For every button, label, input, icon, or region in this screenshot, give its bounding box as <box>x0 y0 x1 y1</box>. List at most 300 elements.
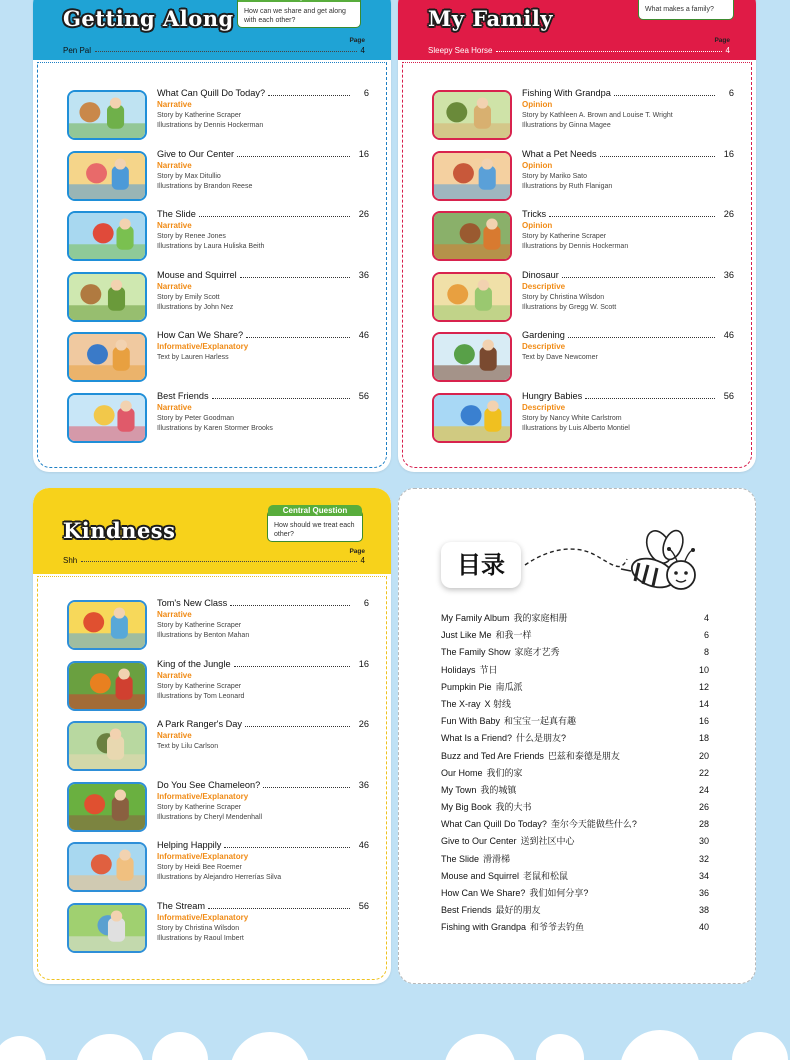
story-title: The Slide <box>157 209 196 219</box>
toc-entry-en: The Family Show <box>441 647 511 658</box>
selection-title: Pen Pal <box>63 46 92 55</box>
story-credit-illustrator: Illustrations by Raoul Imbert <box>157 934 244 942</box>
toc-entry-en: Fun With Baby <box>441 716 501 727</box>
story-entry[interactable] <box>67 269 369 322</box>
clouds-decoration <box>0 1010 790 1060</box>
story-page: 26 <box>723 209 734 219</box>
dot-leader <box>600 156 715 157</box>
story-entry[interactable] <box>67 779 369 832</box>
story-title: Give to Our Center <box>157 148 235 159</box>
toc-row[interactable] <box>441 816 709 833</box>
toc-entry-title <box>441 644 560 661</box>
story-title-line <box>522 391 734 401</box>
story-info <box>157 330 369 363</box>
story-title: Gardening <box>522 330 565 340</box>
toc-row[interactable] <box>441 885 709 902</box>
story-page: 6 <box>363 598 369 608</box>
toc-entry-en: What Is a Friend? <box>441 733 513 744</box>
story-credit-illustrator: Illustrations by Benton Mahan <box>157 632 250 639</box>
story-info <box>157 659 369 701</box>
toc-entry-en: My Family Album <box>441 613 510 623</box>
story-page: 26 <box>358 719 369 729</box>
selection-page: 4 <box>360 46 365 55</box>
story-credit-author: Story by Katherine Scraper <box>157 112 242 119</box>
toc-entry-en: What Can Quill Do Today? <box>441 819 547 830</box>
story-title-line <box>157 270 369 280</box>
story-genre: Informative/Explanatory <box>157 342 249 351</box>
toc-entry-title <box>441 782 516 799</box>
story-page: 56 <box>723 390 734 401</box>
story-title: King of the Jungle <box>157 658 231 669</box>
story-thumbnail <box>67 151 147 201</box>
central-question-box <box>267 506 363 542</box>
toc-entry-en: Mouse and Squirrel <box>441 870 520 881</box>
story-page: 16 <box>358 658 369 669</box>
story-info <box>157 270 369 312</box>
story-genre: Opinion <box>522 160 553 170</box>
selection-page: 4 <box>360 556 365 565</box>
story-credit-illustrator: Illustrations by Luis Alberto Montiel <box>522 424 630 432</box>
story-genre: Narrative <box>157 670 192 680</box>
story-credit-author: Story by Max Ditullio <box>157 172 221 180</box>
unit-title: My Family <box>428 6 554 31</box>
story-entry[interactable] <box>432 148 734 201</box>
story-genre: Opinion <box>522 221 553 230</box>
story-genre: Informative/Explanatory <box>157 852 249 861</box>
toc-row[interactable] <box>441 748 709 765</box>
dot-leader <box>230 605 350 606</box>
story-credit-author: Text by Lauren Harless <box>157 354 229 361</box>
dot-leader <box>199 216 350 217</box>
toc-entry-title <box>441 679 523 696</box>
toc-card <box>398 488 756 984</box>
story-title-line <box>157 330 369 340</box>
toc-row[interactable] <box>441 851 709 868</box>
dot-leader <box>95 46 357 52</box>
story-entry[interactable] <box>67 211 369 261</box>
unit-header <box>33 488 391 574</box>
toc-entry-zh: 巴兹和泰德是朋友 <box>547 750 620 761</box>
toc-entry-title <box>441 696 511 713</box>
story-title: Helping Happily <box>157 840 222 850</box>
toc-entry-en: Pumpkin Pie <box>441 681 492 692</box>
story-credit-illustrator: Illustrations by Dennis Hockerman <box>522 243 629 250</box>
page-label: Page <box>349 548 365 555</box>
story-title-line <box>157 209 369 219</box>
toc-entry-zh: 我们如何分享? <box>529 888 589 898</box>
toc-entry-en: Fishing with Grandpa <box>441 922 527 933</box>
dot-leader <box>246 337 350 338</box>
story-thumbnail <box>67 272 147 322</box>
toc-entry-zh: 家庭才艺秀 <box>514 647 560 658</box>
toc-entry-zh: 和宝宝一起真有趣 <box>504 716 577 727</box>
unit-header <box>398 0 756 60</box>
toc-entry-zh: 和爷爷去钓鱼 <box>530 922 585 933</box>
story-thumbnail <box>67 90 147 140</box>
story-page: 46 <box>723 330 734 340</box>
story-info <box>522 88 734 130</box>
story-credit-illustrator: Illustrations by Dennis Hockerman <box>157 122 264 129</box>
story-genre: Narrative <box>157 402 192 412</box>
toc-entry-page: 32 <box>698 853 709 864</box>
toc-entry-page: 26 <box>698 802 709 813</box>
story-title-line <box>157 391 369 401</box>
selection-page: 4 <box>725 46 730 55</box>
story-thumbnail <box>432 90 512 140</box>
story-genre: Narrative <box>157 610 192 619</box>
toc-entry-page: 24 <box>698 784 709 795</box>
story-info <box>157 840 369 882</box>
story-thumbnail <box>67 211 147 261</box>
story-title-line <box>157 901 369 911</box>
story-title: Best Friends <box>157 390 209 401</box>
story-info <box>157 598 369 640</box>
toc-entry-title <box>441 748 620 765</box>
story-credit-author: Text by Lilu Carlson <box>157 743 219 750</box>
toc-row[interactable] <box>441 730 709 747</box>
story-title-line <box>157 659 369 669</box>
story-info <box>157 780 369 822</box>
toc-entry-en: Our Home <box>441 767 483 778</box>
story-title-line <box>157 598 369 608</box>
story-entry[interactable] <box>432 269 734 322</box>
story-entry[interactable] <box>432 332 734 382</box>
story-thumbnail <box>432 151 512 201</box>
dot-leader <box>549 216 715 217</box>
toc-entry-page: 8 <box>703 647 709 658</box>
story-thumbnail <box>432 211 512 261</box>
selection-title: Sleepy Sea Horse <box>428 46 493 55</box>
story-page: 16 <box>723 148 734 159</box>
toc-entry-page: 22 <box>698 767 709 778</box>
dot-leader <box>237 156 350 157</box>
story-title-line <box>522 330 734 340</box>
toc-entry-page: 40 <box>698 922 709 933</box>
story-page: 36 <box>358 269 369 280</box>
toc-row[interactable] <box>441 713 709 730</box>
toc-row[interactable] <box>441 644 709 661</box>
story-title: The Stream <box>157 900 205 911</box>
toc-entry-zh: 节日 <box>479 664 498 675</box>
toc-entry-zh: 南瓜派 <box>495 681 523 692</box>
story-entry[interactable] <box>67 390 369 443</box>
toc-entry-title <box>441 610 568 627</box>
toc-row[interactable] <box>441 919 709 936</box>
story-page: 56 <box>358 900 369 911</box>
story-title: Dinosaur <box>522 269 559 280</box>
story-info <box>522 209 734 251</box>
toc-entry-zh: 最好的朋友 <box>495 905 541 916</box>
story-credit-author: Text by Dave Newcomer <box>522 354 598 361</box>
toc-entry-page: 30 <box>698 836 709 847</box>
toc-entry-title <box>441 885 588 902</box>
dot-leader <box>585 398 715 399</box>
dot-leader <box>562 277 715 278</box>
story-title-line <box>157 149 369 159</box>
toc-entry-zh: 什么是朋友? <box>516 733 567 744</box>
unit-header <box>33 0 391 60</box>
toc-entry-en: Holidays <box>441 664 476 675</box>
dot-leader <box>263 787 350 788</box>
central-question-tag <box>238 0 360 2</box>
toc-entry-page: 20 <box>698 750 709 761</box>
story-genre: Narrative <box>157 281 192 291</box>
story-entry[interactable] <box>67 900 369 953</box>
story-genre: Opinion <box>522 100 553 109</box>
toc-row[interactable] <box>441 868 709 885</box>
story-entry[interactable] <box>432 211 734 261</box>
toc-entry-page: 12 <box>698 681 709 692</box>
story-entry[interactable] <box>67 842 369 892</box>
story-entry[interactable] <box>432 390 734 443</box>
toc-entry-en: The Slide <box>441 853 480 864</box>
unit-title: Kindness <box>63 518 176 543</box>
story-genre: Descriptive <box>522 342 566 351</box>
story-entry[interactable] <box>67 332 369 382</box>
story-info <box>157 149 369 191</box>
story-entry[interactable] <box>67 721 369 771</box>
toc-entry-title <box>441 868 568 885</box>
dot-leader <box>212 398 350 399</box>
toc-entry-page: 6 <box>703 630 709 641</box>
toc-entry-en: Best Friends <box>441 905 492 916</box>
toc-entry-title <box>441 833 575 850</box>
story-thumbnail <box>67 721 147 771</box>
toc-entry-page: 16 <box>698 716 709 727</box>
toc-entry-en: My Big Book <box>441 802 492 813</box>
story-title: How Can We Share? <box>157 330 244 340</box>
toc-entry-zh: 送到社区中心 <box>520 836 575 847</box>
central-question-text: How can we share and get along with each other? <box>244 8 346 24</box>
toc-entry-en: Give to Our Center <box>441 836 517 847</box>
story-title: Mouse and Squirrel <box>157 269 237 280</box>
story-thumbnail <box>67 393 147 443</box>
toc-entry-title <box>441 730 566 747</box>
story-credit-author: Story by Renee Jones <box>157 233 226 240</box>
story-thumbnail <box>432 393 512 443</box>
toc-entry-title <box>441 816 637 833</box>
story-title: Tricks <box>522 209 547 219</box>
toc-title: 目录 <box>441 542 521 588</box>
story-info <box>157 901 369 943</box>
dot-leader <box>496 46 721 52</box>
unit-title: Getting Along <box>63 6 234 31</box>
story-title-line <box>157 719 369 729</box>
page-label: Page <box>349 37 365 44</box>
central-question-text: How should we treat each other? <box>274 522 355 538</box>
toc-row[interactable] <box>441 679 709 696</box>
toc-entry-title <box>441 765 523 782</box>
story-credit-illustrator: Illustrations by Brandon Reese <box>157 182 253 190</box>
story-credit-author: Story by Mariko Sato <box>522 172 587 180</box>
story-genre: Narrative <box>157 731 192 740</box>
story-thumbnail <box>432 332 512 382</box>
selection-title: Shh <box>63 556 78 565</box>
toc-entry-en: My Town <box>441 784 477 795</box>
selection-row[interactable] <box>428 46 730 55</box>
story-title: What Can Quill Do Today? <box>157 88 266 98</box>
story-info <box>522 330 734 363</box>
story-credit-author: Story by Christina Wilsdon <box>522 293 605 301</box>
unit-card-my-family <box>398 0 756 472</box>
story-credit-illustrator: Illustrations by Karen Stormer Brooks <box>157 424 273 432</box>
toc-row[interactable] <box>441 833 709 850</box>
story-credit-author: Story by Katherine Scraper <box>157 622 242 629</box>
story-page: 16 <box>358 148 369 159</box>
story-credit-illustrator: Illustrations by Alejandro Herrerías Silva <box>157 874 282 881</box>
story-genre: Informative/Explanatory <box>157 791 249 801</box>
toc-row[interactable] <box>441 765 709 782</box>
toc-entry-zh: X 射线 <box>484 698 512 709</box>
toc-entry-page: 34 <box>698 870 709 881</box>
story-info <box>157 391 369 433</box>
story-credit-author: Story by Katherine Scraper <box>522 233 607 240</box>
toc-entry-title <box>441 902 541 919</box>
story-genre: Descriptive <box>522 281 566 291</box>
dot-leader <box>224 847 350 848</box>
story-entry[interactable] <box>67 658 369 711</box>
toc-entry-page: 10 <box>698 664 709 675</box>
story-credit-illustrator: Illustrations by Cheryl Mendenhall <box>157 813 263 821</box>
story-title: Tom's New Class <box>157 598 228 608</box>
toc-list <box>441 610 709 937</box>
toc-entry-page: 28 <box>698 819 709 830</box>
story-genre: Narrative <box>157 100 192 109</box>
story-page: 6 <box>363 88 369 98</box>
story-credit-illustrator: Illustrations by Ginna Magee <box>522 122 611 129</box>
toc-entry-title <box>441 919 584 936</box>
story-credit-author: Story by Katherine Scraper <box>157 682 242 690</box>
story-info <box>522 270 734 312</box>
story-genre: Narrative <box>157 160 192 170</box>
story-title-line <box>522 270 734 280</box>
toc-entry-zh: 滑滑梯 <box>483 853 511 864</box>
selection-row[interactable] <box>63 556 365 565</box>
story-page: 36 <box>358 779 369 790</box>
dot-leader <box>81 556 356 562</box>
story-genre: Narrative <box>157 221 192 230</box>
story-thumbnail <box>67 782 147 832</box>
toc-entry-zh: 我的大书 <box>495 802 532 813</box>
story-thumbnail <box>67 903 147 953</box>
story-thumbnail <box>67 842 147 892</box>
selection-row[interactable] <box>63 46 365 55</box>
story-entry[interactable] <box>67 90 369 140</box>
story-credit-illustrator: Illustrations by Ruth Flanigan <box>522 182 613 190</box>
central-question-box <box>638 0 734 20</box>
story-title-line <box>157 780 369 790</box>
dot-leader <box>234 666 350 667</box>
story-entry[interactable] <box>67 148 369 201</box>
story-title-line <box>157 840 369 850</box>
story-entry[interactable] <box>432 90 734 140</box>
toc-row[interactable] <box>441 662 709 679</box>
story-credit-illustrator: Illustrations by Tom Leonard <box>157 692 245 700</box>
toc-row[interactable] <box>441 610 709 627</box>
toc-entry-zh: 老鼠和松鼠 <box>523 870 569 881</box>
story-credit-author: Story by Kathleen A. Brown and Louise T. Wright <box>522 112 673 119</box>
story-page: 56 <box>358 390 369 401</box>
story-title-line <box>522 209 734 219</box>
story-page: 46 <box>358 840 369 850</box>
toc-entry-page: 36 <box>698 888 709 898</box>
bee-icon <box>615 523 707 603</box>
toc-entry-zh: 奎尔今天能做些什么? <box>550 819 637 830</box>
story-credit-illustrator: Illustrations by Laura Huliska Beith <box>157 243 265 250</box>
toc-entry-en: Buzz and Ted Are Friends <box>441 750 544 761</box>
unit-card-getting-along <box>33 0 391 472</box>
toc-row[interactable] <box>441 627 709 644</box>
story-title-line <box>157 88 369 98</box>
story-credit-author: Story by Christina Wilsdon <box>157 924 240 932</box>
story-title: What a Pet Needs <box>522 148 597 159</box>
toc-entry-title <box>441 851 510 868</box>
story-credit-author: Story by Heidi Bee Roemer <box>157 864 242 871</box>
toc-entry-zh: 我们的家 <box>486 767 523 778</box>
dot-leader <box>268 95 350 96</box>
story-info <box>157 209 369 251</box>
story-info <box>522 391 734 433</box>
unit-card-kindness <box>33 488 391 984</box>
story-page: 46 <box>358 330 369 340</box>
story-page: 36 <box>723 269 734 280</box>
toc-row[interactable] <box>441 696 709 713</box>
toc-row[interactable] <box>441 799 709 816</box>
story-title: Hungry Babies <box>522 390 583 401</box>
toc-entry-zh: 我的城镇 <box>480 784 517 795</box>
dot-leader <box>245 726 350 727</box>
dot-leader <box>614 95 715 96</box>
story-page: 6 <box>728 88 734 98</box>
toc-row[interactable] <box>441 902 709 919</box>
story-credit-author: Story by Emily Scott <box>157 293 220 301</box>
toc-entry-title <box>441 627 532 644</box>
story-entry[interactable] <box>67 600 369 650</box>
toc-entry-page: 14 <box>698 698 709 709</box>
story-title-line <box>522 88 734 98</box>
toc-entry-zh: 我的家庭相册 <box>513 613 568 623</box>
story-credit-illustrator: Illustrations by John Nez <box>157 303 234 311</box>
toc-entry-en: Just Like Me <box>441 630 492 641</box>
central-question-tag: Central Question <box>268 505 362 516</box>
story-credit-author: Story by Katherine Scraper <box>157 803 242 811</box>
dot-leader <box>208 908 350 909</box>
toc-entry-page: 38 <box>698 905 709 916</box>
page-label: Page <box>714 37 730 44</box>
toc-entry-en: The X-ray <box>441 698 481 709</box>
toc-row[interactable] <box>441 782 709 799</box>
story-page: 26 <box>358 209 369 219</box>
toc-entry-page: 18 <box>698 733 709 744</box>
story-info <box>522 149 734 191</box>
toc-entry-title <box>441 662 498 679</box>
toc-entry-title <box>441 713 576 730</box>
story-credit-illustrator: Illustrations by Gregg W. Scott <box>522 303 617 311</box>
story-genre: Descriptive <box>522 402 566 412</box>
story-title: A Park Ranger's Day <box>157 719 242 729</box>
story-thumbnail <box>67 661 147 711</box>
story-title: Fishing With Grandpa <box>522 88 611 98</box>
story-title: Do You See Chameleon? <box>157 779 261 790</box>
story-credit-author: Story by Peter Goodman <box>157 414 235 422</box>
story-thumbnail <box>67 332 147 382</box>
toc-entry-page: 4 <box>703 613 709 623</box>
story-genre: Informative/Explanatory <box>157 912 249 922</box>
story-credit-author: Story by Nancy White Carlstrom <box>522 414 622 422</box>
central-question-text: What makes a family? <box>645 6 714 13</box>
story-info <box>157 719 369 752</box>
story-thumbnail <box>432 272 512 322</box>
